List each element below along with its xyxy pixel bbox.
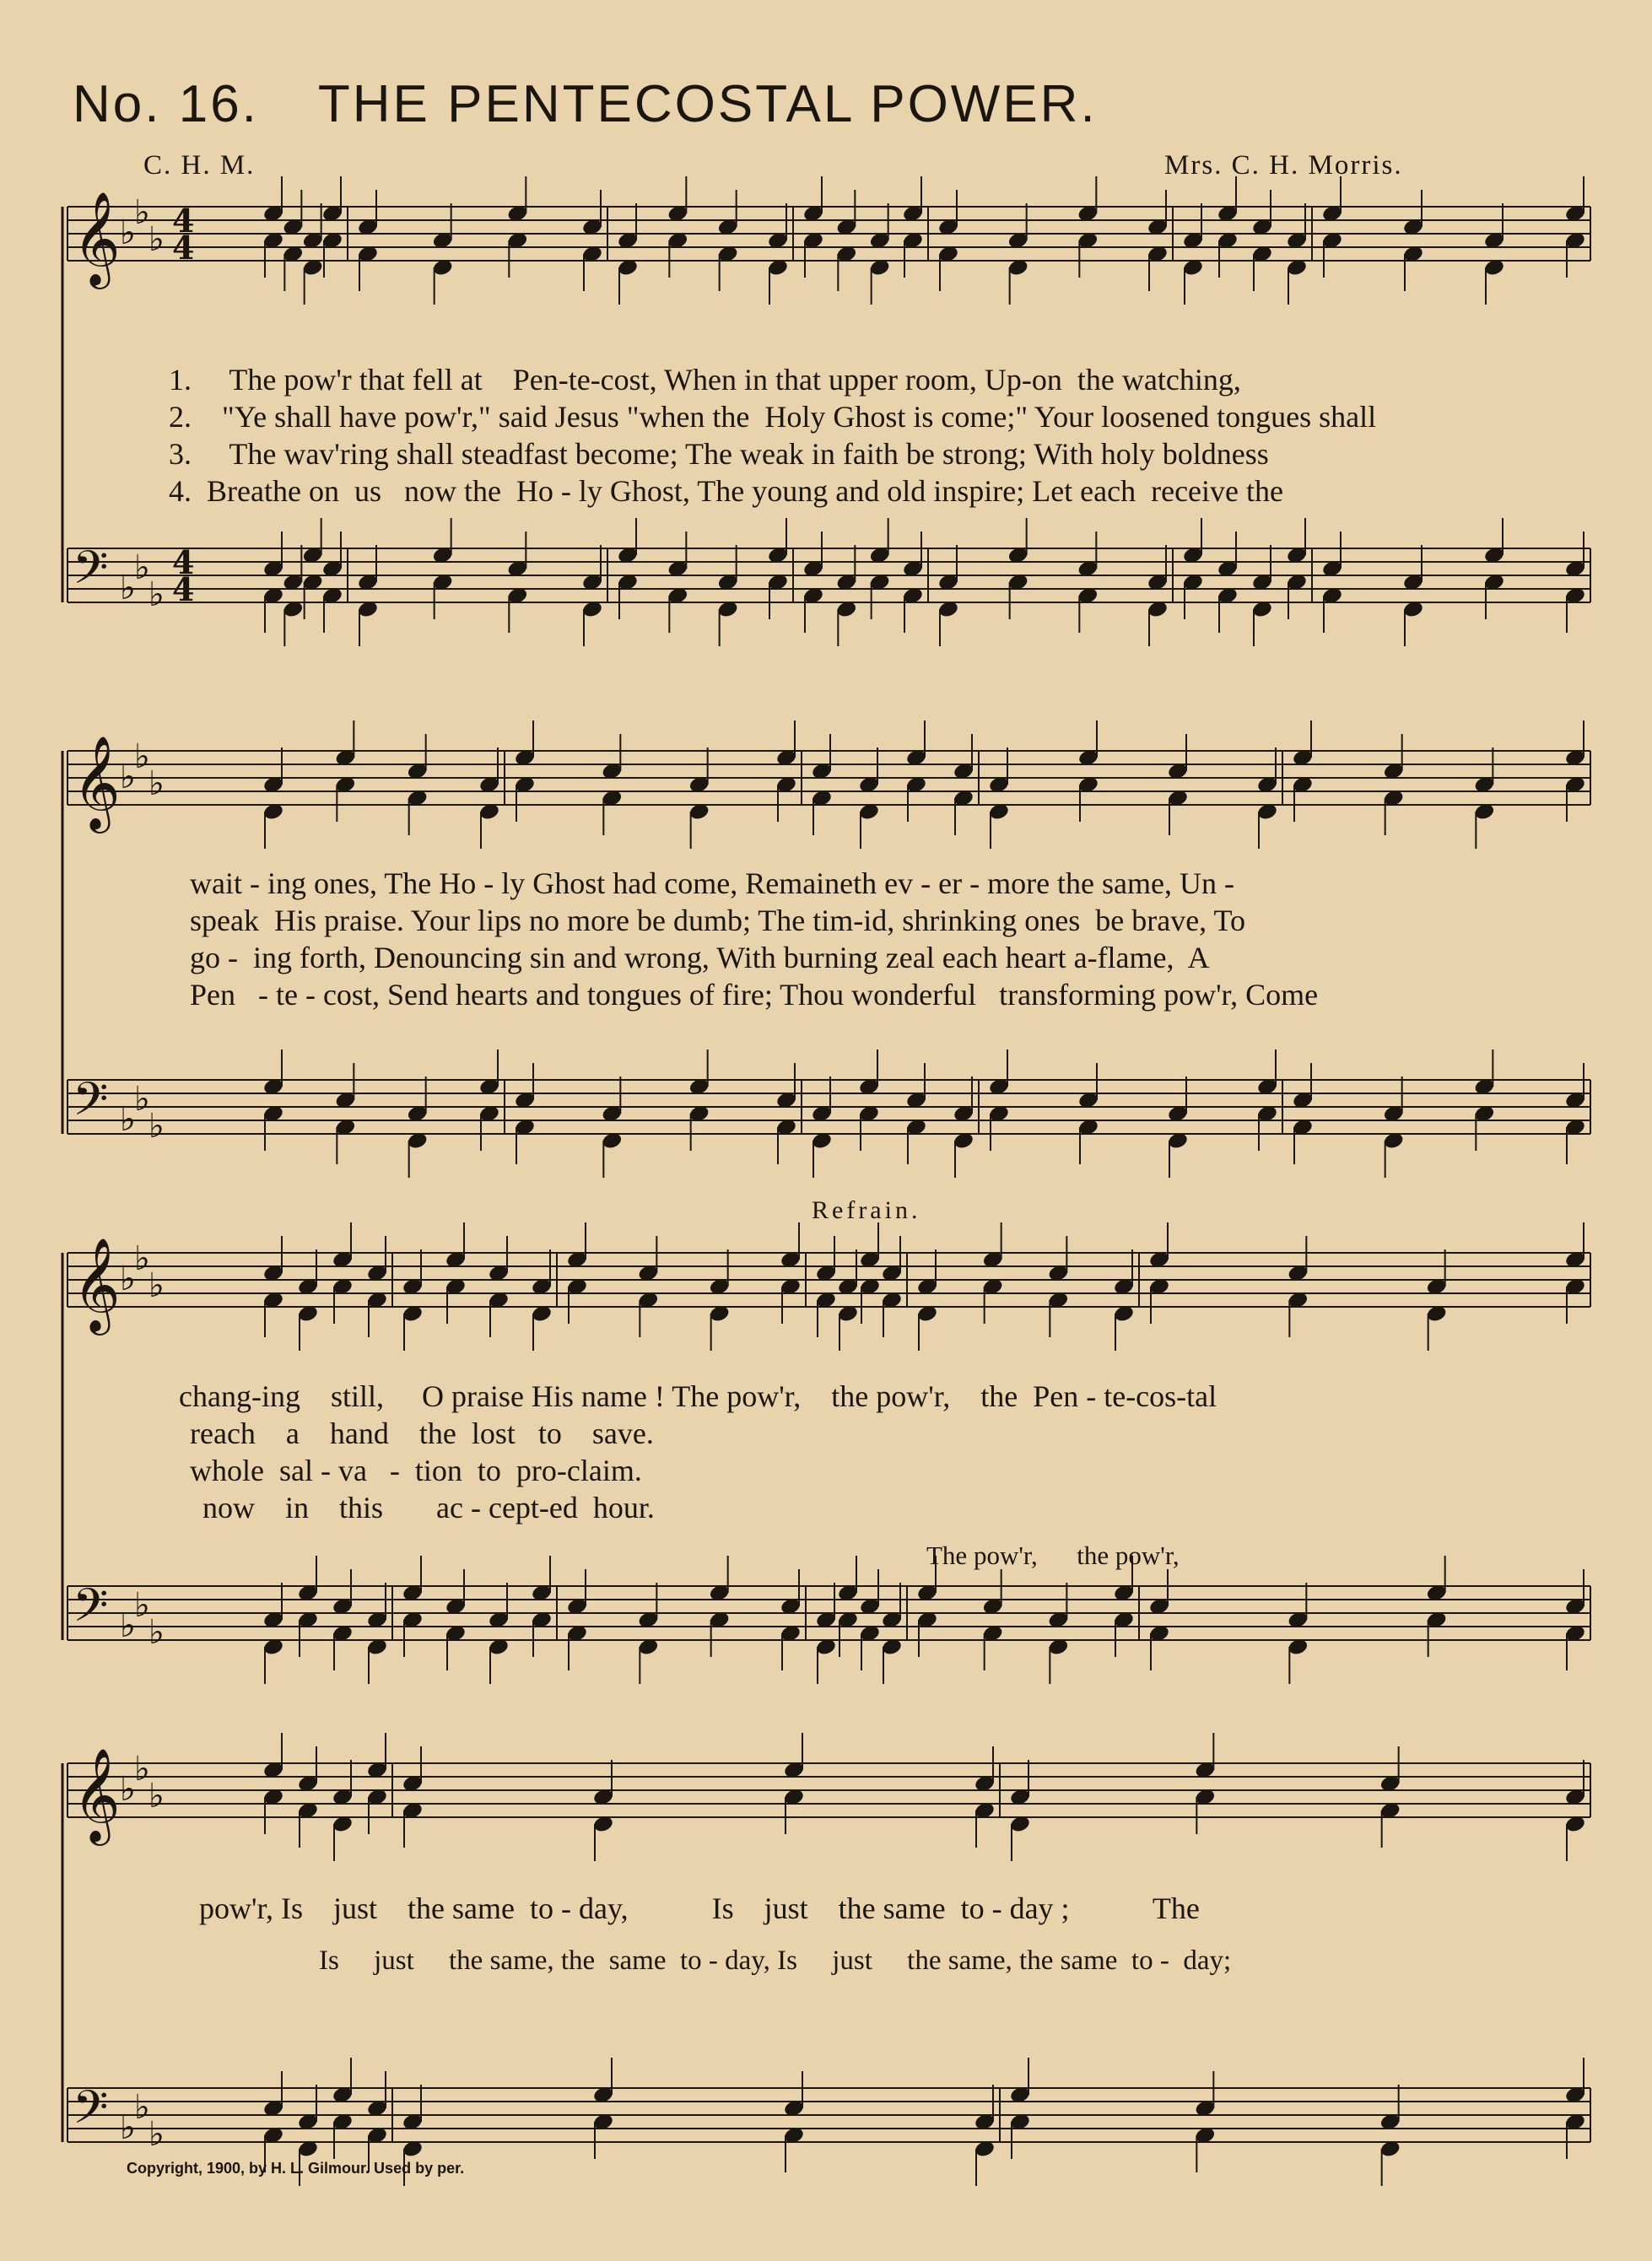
composer-credit: C. H. M.: [143, 150, 256, 181]
flat-icon: ♭: [134, 2088, 150, 2127]
flat-icon: ♭: [134, 548, 150, 587]
flat-icon: ♭: [134, 737, 150, 776]
refrain-line-2: Is just the same, the same to - day, Is just the same, the same to - day;: [319, 1945, 1232, 1976]
copyright-notice: Copyright, 1900, by H. L. Gilmour. Used by per.: [127, 2160, 465, 2177]
bass-clef-icon: 𝄢: [73, 2080, 109, 2145]
bass-cue-text: The pow'r, the pow'r,: [926, 1541, 1180, 1570]
flat-icon: ♭: [134, 193, 150, 232]
flat-icon: ♭: [120, 1260, 136, 1298]
flat-icon: ♭: [120, 1100, 136, 1139]
verse-3-line-3: whole sal - va - tion to pro-claim.: [190, 1454, 642, 1487]
flat-icon: ♭: [120, 213, 136, 252]
verse-3-line-2: go - ing forth, Denouncing sin and wrong, With burning zeal each heart a-flame, A: [190, 941, 1210, 974]
verse-2-line-1: 2. "Ye shall have pow'r," said Jesus "when the Holy Ghost is come;" Your loosened tongues shall: [169, 400, 1377, 434]
verse-4-line-1: 4. Breathe on us now the Ho - ly Ghost, The young and old inspire; Let each receive the: [169, 474, 1283, 508]
verse-2-line-3: reach a hand the lost to save.: [190, 1416, 654, 1450]
refrain-line-1: pow'r, Is just the same to - day, Is just the same to - day ; The: [199, 1891, 1200, 1925]
bass-clef-icon: 𝄢: [73, 1072, 109, 1137]
time-signature: 4: [172, 543, 195, 581]
verse-1-line-3: chang-ing still, O praise His name ! The pow'r, the pow'r, the Pen - te-cos-tal: [179, 1379, 1217, 1413]
flat-icon: ♭: [134, 1750, 150, 1789]
flat-icon: ♭: [134, 1239, 150, 1278]
bass-clef-icon: 𝄢: [73, 1578, 109, 1643]
treble-clef-icon: 𝄞: [73, 1237, 121, 1331]
hymn-name: THE PENTECOSTAL POWER.: [317, 75, 1098, 133]
flat-icon: ♭: [120, 2108, 136, 2147]
flat-icon: ♭: [120, 758, 136, 796]
bass-clef-icon: 𝄢: [73, 541, 109, 606]
verse-4-line-3: now in this ac - cept-ed hour.: [202, 1491, 655, 1524]
flat-icon: ♭: [148, 220, 165, 259]
flat-icon: ♭: [134, 1080, 150, 1119]
flat-icon: ♭: [120, 1770, 136, 1809]
flat-icon: ♭: [148, 1266, 165, 1305]
flat-icon: ♭: [120, 1606, 136, 1645]
flat-icon: ♭: [148, 764, 165, 803]
flat-icon: ♭: [148, 1613, 165, 1652]
time-signature: 4: [172, 202, 195, 240]
flat-icon: ♭: [148, 2115, 165, 2154]
flat-icon: ♭: [148, 1107, 165, 1146]
flat-icon: ♭: [134, 1586, 150, 1625]
flat-icon: ♭: [120, 569, 136, 607]
treble-clef-icon: 𝄞: [73, 191, 121, 285]
time-signature: 4: [172, 229, 195, 267]
verse-2-line-2: speak His praise. Your lips no more be dumb; The tim-id, shrinking ones be brave, To: [190, 904, 1245, 937]
treble-clef-icon: 𝄞: [73, 1747, 121, 1842]
refrain-label: Refrain.: [812, 1196, 921, 1224]
verse-3-line-1: 3. The wav'ring shall steadfast become; The weak in faith be strong; With holy boldness: [169, 437, 1269, 471]
verse-4-line-2: Pen - te - cost, Send hearts and tongues of fire; Thou wonderful transforming pow'r, Come: [190, 978, 1319, 1012]
hymn-number: No. 16.: [73, 75, 259, 133]
treble-clef-icon: 𝄞: [73, 735, 121, 829]
flat-icon: ♭: [148, 1777, 165, 1816]
verse-1-line-2: wait - ing ones, The Ho - ly Ghost had come, Remaineth ev - er - more the same, Un -: [190, 866, 1234, 900]
verse-1-line-1: 1. The pow'r that fell at Pen-te-cost, When in that upper room, Up-on the watching,: [169, 363, 1241, 397]
author-credit: Mrs. C. H. Morris.: [1164, 150, 1403, 181]
time-signature: 4: [172, 570, 195, 608]
flat-icon: ♭: [148, 575, 165, 614]
